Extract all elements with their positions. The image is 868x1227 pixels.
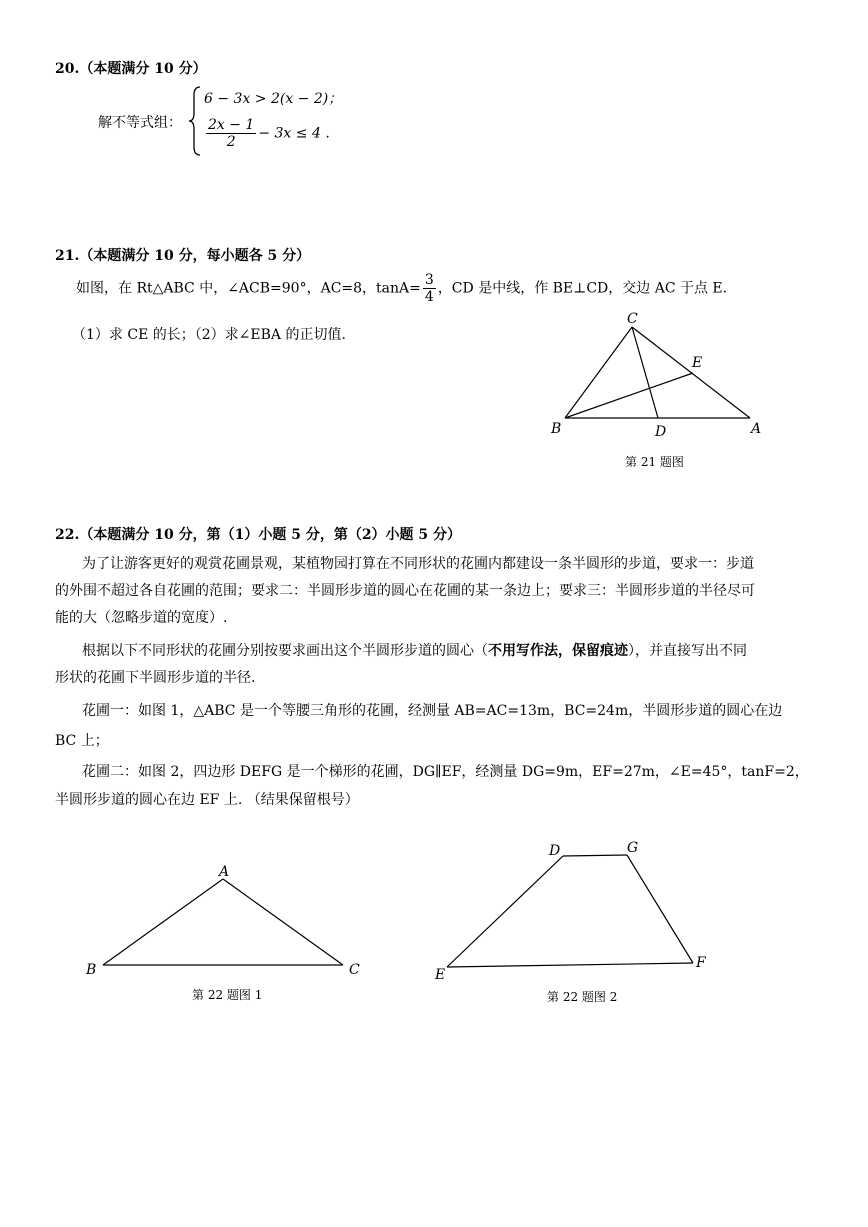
q22-fig2-caption: 第 22 题图 2	[547, 990, 618, 1004]
q21-number: 21.	[55, 248, 80, 264]
q22-fig2-label-g: G	[627, 840, 639, 856]
q21-parts: （1）求 CE 的长；（2）求∠EBA 的正切值.	[72, 327, 346, 343]
q21-stem-b: ，CD 是中线，作 BE⊥CD，交边 AC 于点 E.	[437, 280, 728, 297]
q20-ineq1: 6 − 3x > 2(x − 2)；	[204, 91, 343, 107]
q22-number: 22.	[55, 527, 80, 543]
q22-p3-line1: 花圃一：如图 1，△ABC 是一个等腰三角形的花圃，经测量 AB=AC=13m，BC=24m，半圆形步道的圆心在边	[82, 703, 783, 719]
q22-fig2-dg	[563, 855, 627, 856]
q22-fig2-label-d: D	[549, 843, 561, 859]
q20-ineq2-num: 2x − 1	[208, 117, 255, 133]
q22-fig2-label-f: F	[696, 955, 706, 971]
q21-label-c: C	[627, 311, 638, 327]
q21-caption: 第 21 题图	[625, 455, 684, 469]
q20-ineq2	[204, 117, 330, 150]
q22-fig1-label-c: C	[349, 962, 360, 978]
q22-fig1-label-a: A	[219, 864, 230, 880]
q22-p2-line1	[82, 638, 747, 664]
q21-label-a: A	[751, 421, 762, 437]
q21-label-d: D	[655, 424, 667, 440]
q22-score: （本题满分 10 分，第（1）小题 5 分，第（2）小题 5 分）	[79, 527, 462, 543]
q21-segment-be	[565, 373, 693, 418]
q22-fig1-ab	[103, 879, 223, 965]
q21-tan-num: 3	[424, 272, 434, 288]
q21-figure	[545, 305, 785, 445]
q21-stem	[76, 272, 727, 305]
q20-brace	[188, 85, 202, 157]
q22-fig2-ef	[447, 963, 693, 967]
q22-p1-line2: 的外围不超过各自花圃的范围；要求二：半圆形步道的圆心在花圃的某一条边上；要求三：半圆形步道的半径尽可	[55, 583, 755, 599]
q22-fig1-label-b: B	[86, 962, 97, 978]
q22-p2-bold: 不用写作法，保留痕迹	[488, 643, 628, 659]
q21-tan-den: 4	[424, 289, 434, 305]
q22-fig2-label-e: E	[435, 967, 446, 983]
q22-p3-line2: BC 上；	[55, 733, 109, 749]
q22-p4-line2: 半圆形步道的圆心在边 EF 上. （结果保留根号）	[55, 792, 359, 808]
q22-header	[55, 524, 461, 544]
q21-segment-ca	[632, 327, 750, 418]
q22-p2-line2: 形状的花圃下半圆形步道的半径.	[55, 670, 256, 686]
q21-segment-cb	[565, 327, 632, 418]
q20-ineq2-rest: − 3x ≤ 4 .	[258, 125, 330, 142]
q22-figure2	[430, 835, 720, 985]
q20-prompt: 解不等式组：	[98, 115, 182, 131]
q21-score: （本题满分 10 分，每小题各 5 分）	[79, 248, 311, 264]
q22-p4-line1: 花圃二：如图 2，四边形 DEFG 是一个梯形的花圃，DG∥EF，经测量 DG=9m，EF=27m，∠E=45°，tanF=2，	[82, 764, 809, 780]
q22-fig2-de	[447, 856, 563, 967]
q20-score: （本题满分 10 分）	[79, 61, 207, 77]
q20-ineq2-den: 2	[226, 134, 236, 150]
q22-p1-line1: 为了让游客更好的观赏花圃景观，某植物园打算在不同形状的花圃内都建设一条半圆形的步道，要求一：步道	[82, 556, 754, 572]
q22-fig1-ac	[223, 879, 343, 965]
q22-p2-a: 根据以下不同形状的花圃分别按要求画出这个半圆形步道的圆心（	[82, 643, 488, 659]
q21-label-e: E	[692, 355, 703, 371]
q22-p1-line3: 能的大（忽略步道的宽度）.	[55, 610, 228, 626]
q22-p2-b: ），并直接写出不同	[628, 643, 747, 659]
q21-label-b: B	[551, 421, 562, 437]
q20-number: 20.	[55, 61, 80, 77]
q21-stem-a: 如图，在 Rt△ABC 中，∠ACB=90°，AC=8，tanA=	[76, 280, 421, 297]
q20-header	[55, 58, 207, 78]
q21-segment-cd	[632, 327, 658, 418]
q22-fig1-caption: 第 22 题图 1	[192, 988, 263, 1002]
q22-figure1	[80, 860, 380, 985]
q21-header	[55, 245, 310, 265]
q22-fig2-gf	[627, 855, 693, 963]
